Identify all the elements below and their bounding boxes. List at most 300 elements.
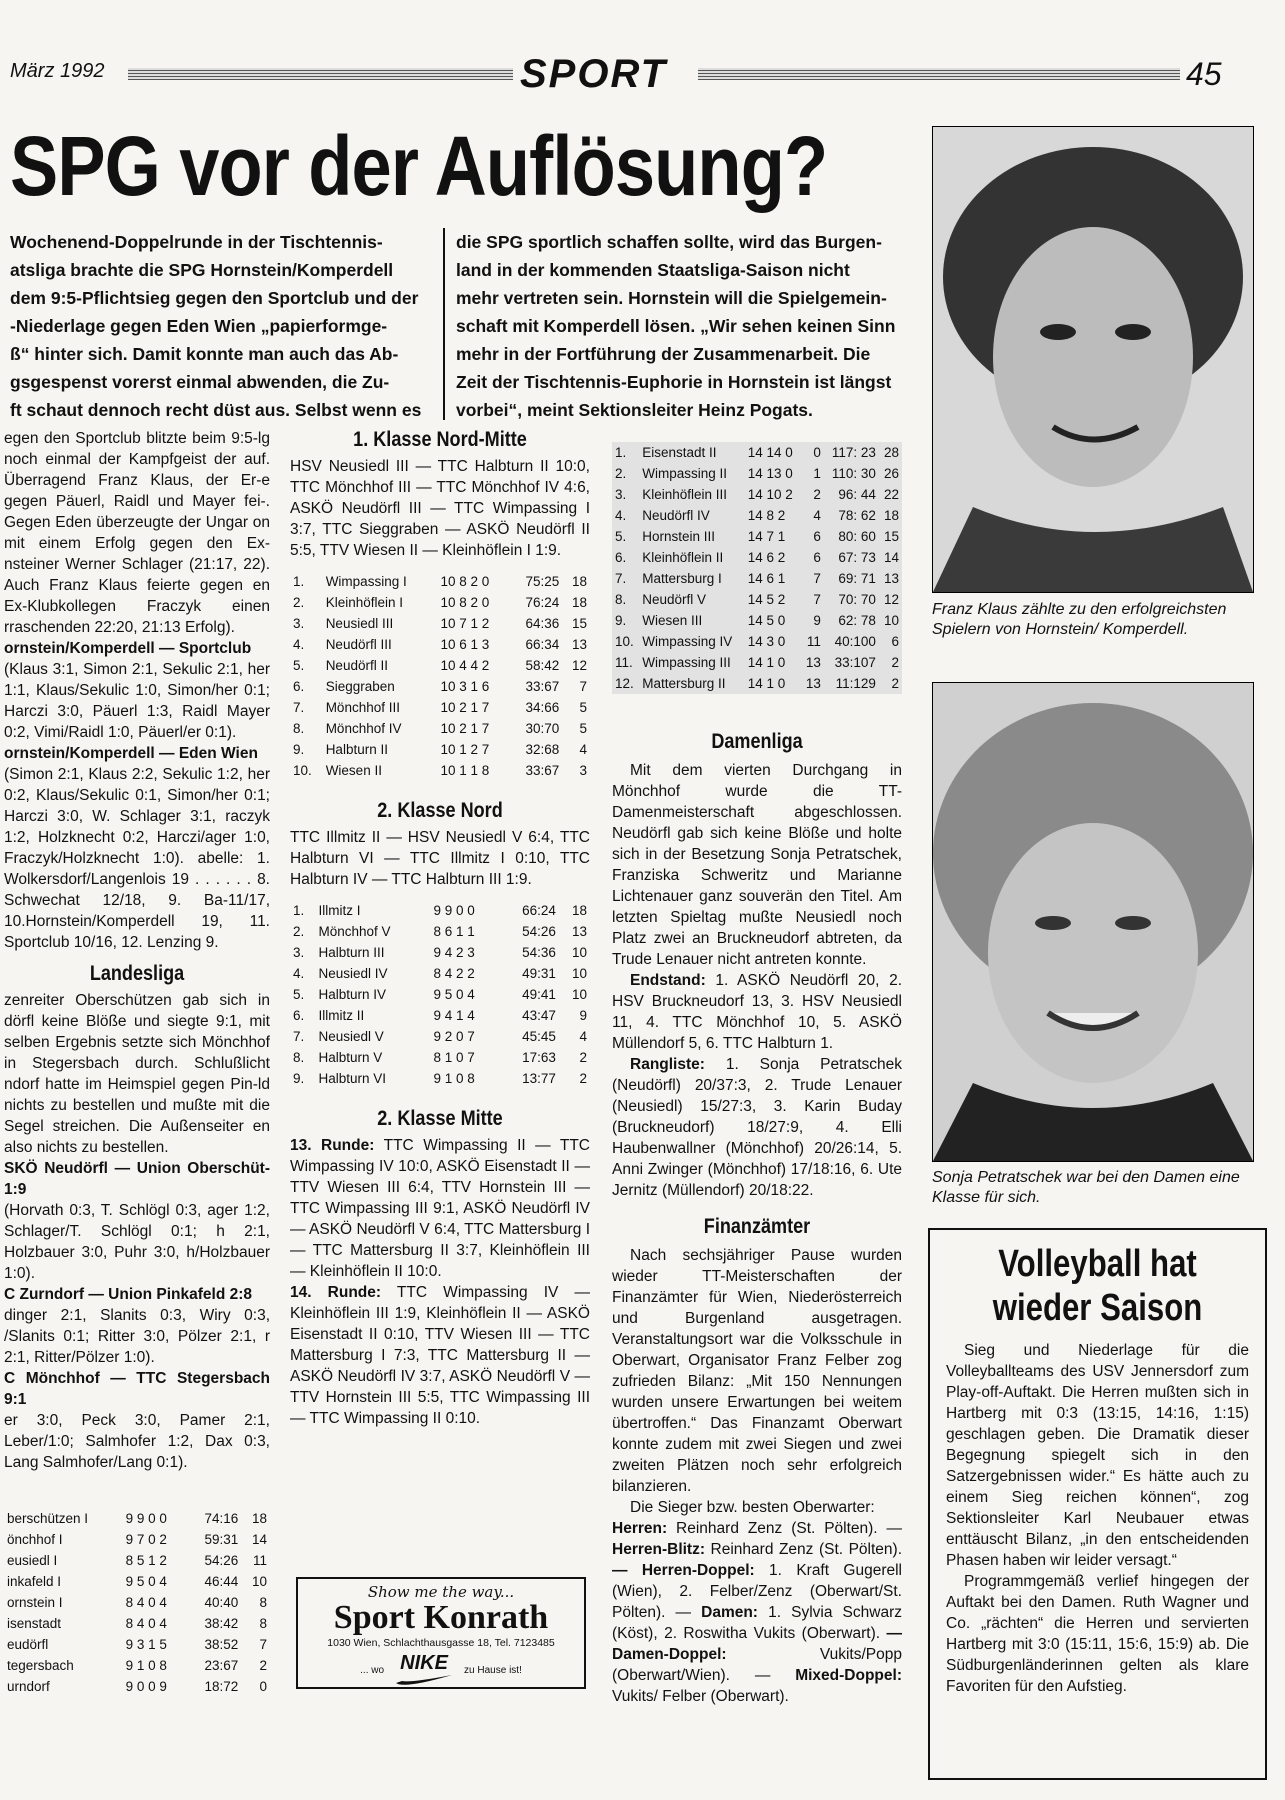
- table-cell: 13: [805, 655, 821, 670]
- table-cell: 9 1 0 8: [125, 1658, 167, 1673]
- lead-line: Zeit der Tischtennis-Euphorie in Hornstein ist längst: [456, 372, 892, 392]
- column-1: [4, 428, 270, 1473]
- table-cell: 7.: [293, 700, 305, 715]
- lead-line: mehr vertreten sein. Hornstein will die Spielgemein-: [456, 288, 887, 308]
- mitte-standings: [612, 442, 902, 694]
- section-heading-damenliga: Damenliga: [711, 730, 803, 753]
- table-cell: Wimpassing III: [642, 655, 731, 670]
- table-cell: 8.: [615, 592, 627, 607]
- ad-address: 1030 Wien, Schlachthausgasse 18, Tel. 7123485: [327, 1637, 555, 1649]
- lead-line: ft schaut dennoch recht düst aus. Selbst wenn es: [10, 400, 422, 420]
- table-cell: Kleinhöflein II: [642, 550, 724, 565]
- table-cell: 9 2 0 7: [433, 1029, 475, 1044]
- lead-line: die SPG sportlich schaffen sollte, wird das Burgen-: [456, 232, 882, 252]
- table-row: [290, 760, 590, 781]
- table-cell: 7: [813, 571, 821, 586]
- nike-logo: [394, 1653, 454, 1687]
- table-cell: 10 7 1 2: [440, 616, 490, 631]
- section-heading-finanzaemter: Finanzämter: [703, 1215, 811, 1238]
- table-cell: 2.: [615, 466, 627, 481]
- table-cell: 2: [813, 487, 821, 502]
- table-cell: Mönchhof III: [325, 700, 400, 715]
- swoosh-icon: [394, 1673, 454, 1687]
- table-cell: 8 6 1 1: [433, 924, 475, 939]
- table-row: [290, 592, 590, 613]
- table-cell: 54:26: [522, 924, 556, 939]
- table-cell: 66:24: [522, 903, 556, 918]
- table-cell: 9 5 0 4: [433, 987, 475, 1002]
- table-cell: 14 1 0: [747, 655, 786, 670]
- match-heading: SKÖ Neudörfl — Union Oberschüt-1:9: [4, 1160, 270, 1198]
- table-cell: 30:70: [525, 721, 560, 736]
- table-cell: 76:24: [525, 595, 560, 610]
- table-cell: 8 5 1 2: [125, 1553, 167, 1568]
- header-rule-right: [698, 68, 1180, 80]
- table-cell: 3.: [293, 616, 305, 631]
- table-cell: 54:36: [522, 945, 556, 960]
- table-cell: 3.: [293, 945, 305, 960]
- table-cell: 9 1 0 8: [433, 1071, 475, 1086]
- lead-line: ß“ hinter sich. Damit konnte man auch das Ab-: [10, 344, 399, 364]
- endstand-label: Endstand:: [630, 972, 706, 989]
- table-row: [290, 921, 590, 942]
- table-cell: 70: 70: [838, 592, 876, 607]
- table-cell: 0: [259, 1679, 267, 1694]
- table-cell: 1.: [293, 574, 305, 589]
- table-cell: 49:41: [522, 987, 556, 1002]
- table-cell: Eisenstadt II: [642, 445, 717, 460]
- table-cell: Mönchhof IV: [325, 721, 402, 736]
- table-cell: Neudörfl IV: [642, 508, 710, 523]
- table-cell: 7: [579, 679, 587, 694]
- article-paragraph: egen den Sportclub blitzte beim 9:5-lg noch einmal der Kampfgeist der auf. Überragend Franz Klaus, der Er-e gegen Päuerl, Raidl und Mayer fei-. Gegen Eden überzeugte der Ungar on mit einem Erfolg gegen den Ex-nsteiner Werner Schlager (21:17, 22). Auch Franz Klaus feierte gegen en Ex-Klubkollegen Fraczyk einen rraschenden 22:20, 21:13 Erfolg).: [4, 430, 270, 636]
- result-label: — Herren-Doppel:: [612, 1562, 755, 1579]
- table-cell: 5.: [615, 529, 627, 544]
- table-cell: 7: [259, 1637, 267, 1652]
- table-cell: 32:68: [525, 742, 560, 757]
- table-cell: 9: [579, 1008, 587, 1023]
- table-cell: 34:66: [525, 700, 560, 715]
- table-cell: 14 5 2: [747, 592, 786, 607]
- table-row: [612, 526, 902, 547]
- table-cell: 2: [579, 1050, 587, 1065]
- table-cell: 38:42: [204, 1616, 239, 1631]
- lead-line: vorbei“, meint Sektionsleiter Heinz Pogats.: [456, 400, 813, 420]
- table-cell: Neudörfl II: [325, 658, 388, 673]
- match-details: (Klaus 3:1, Simon 2:1, Sekulic 2:1, her 1:1, Klaus/Sekulic 1:0, Simon/her 0:1; Harczi 3:0, Päuerl 1:3, Raidl Mayer 0:2, Vimi/Raidl 1:0, Päuerl/er 0:1).: [4, 661, 270, 741]
- photo-caption-2: Sonja Petratschek war bei den Damen eine Klasse für sich.: [932, 1169, 1240, 1206]
- table-row: [290, 655, 590, 676]
- table-row: [290, 1047, 590, 1068]
- table-cell: 10 2 1 7: [440, 721, 490, 736]
- table-cell: 11: [252, 1553, 267, 1568]
- article-paragraph: Die Sieger bzw. besten Oberwarter:: [630, 1499, 875, 1516]
- table-cell: 14: [251, 1532, 267, 1547]
- result-text: Vukits/ Felber (Oberwart).: [612, 1688, 789, 1705]
- table-row: [290, 984, 590, 1005]
- match-heading: ornstein/Komperdell — Eden Wien: [4, 745, 258, 762]
- table-row: [4, 1655, 270, 1676]
- table-cell: Wimpassing IV: [642, 634, 733, 649]
- table-cell: Halbturn III: [318, 945, 385, 960]
- header-rule-left: [128, 68, 513, 80]
- table-cell: 74:16: [204, 1511, 239, 1526]
- table-cell: 8 4 2 2: [433, 966, 475, 981]
- table-cell: 5.: [293, 658, 305, 673]
- table-cell: 33:67: [525, 679, 560, 694]
- table-cell: 10 2 1 7: [440, 700, 490, 715]
- table-cell: 7: [813, 592, 821, 607]
- table-cell: 14 10 2: [747, 487, 793, 502]
- table-row: [612, 547, 902, 568]
- result-text: Vukits/Popp (Oberwart/Wien). —: [612, 1646, 902, 1684]
- table-cell: 4.: [293, 637, 305, 652]
- table-row: [290, 942, 590, 963]
- table-cell: 62: 78: [838, 613, 876, 628]
- article-paragraph: zenreiter Oberschützen gab sich in dörfl keine Blöße und siegte 9:1, mit selben Ergebnis setzte sich Mönchhof in Stegersbach durch. Schlußlicht ndorf hatte im Heimspiel gegen Pin-ld nichts zu bestellen und mußte mit die Segel streichen. Die Außenseiter en also nichts zu bestellen.: [4, 992, 270, 1156]
- table-cell: Neusiedl III: [325, 616, 394, 631]
- table-cell: 10 6 1 3: [440, 637, 490, 652]
- match-details: (Simon 2:1, Klaus 2:2, Sekulic 1:2, her 0:2, Klaus/Sekulic 0:1, Simon/her 0:1; Harczi 3:0, W. Schlager 3:1, raczyk 1:2, Holzknecht 0:2, Harczi/ager 1:0, Fraczyk/Holzknecht 1:0). abelle: 1. Wolkersdorf/Langenlois 19 . . . . . . 8. Schwechat 12/18, 9. Ba-11/17, 10.Hornstein/Komperdell 19, 11. Sportclub 10/16, 12. Lenzing 9.: [4, 766, 270, 951]
- table-cell: Halbturn VI: [318, 1071, 386, 1086]
- table-cell: urndorf: [7, 1679, 50, 1694]
- table-cell: 80: 60: [838, 529, 876, 544]
- match-heading: C Mönchhof — TTC Stegersbach 9:1: [4, 1370, 270, 1408]
- table-cell: Mattersburg II: [642, 676, 726, 691]
- table-cell: 4.: [293, 966, 305, 981]
- table-cell: 9: [813, 613, 821, 628]
- table-cell: Sieggraben: [325, 679, 395, 694]
- table-cell: 5: [579, 700, 587, 715]
- table-row: [4, 1508, 270, 1529]
- match-heading: ornstein/Komperdell — Sportclub: [4, 640, 252, 657]
- table-cell: 3: [579, 763, 587, 778]
- result-text: Reinhard Zenz (St. Pölten). —: [676, 1520, 902, 1537]
- table-cell: 2.: [293, 924, 305, 939]
- table-cell: 49:31: [522, 966, 556, 981]
- table-cell: Wiesen III: [642, 613, 703, 628]
- table-cell: 8 4 0 4: [125, 1616, 167, 1631]
- table-cell: 14 5 0: [747, 613, 786, 628]
- table-row: [612, 442, 902, 463]
- table-cell: 14 8 2: [747, 508, 786, 523]
- ad-home: zu Hause ist!: [464, 1664, 522, 1676]
- table-cell: 7.: [293, 1029, 305, 1044]
- table-cell: 40:100: [834, 634, 876, 649]
- endstand-text: 1. ASKÖ Neudörfl 20, 2. HSV Bruckneudorf 13, 3. HSV Neusiedl 11, 4. TTC Mönchhof 10, 5. ASKÖ Müllendorf 5, 6. TTC Halbturn 1.: [612, 972, 902, 1052]
- table-cell: 10 4 4 2: [440, 658, 490, 673]
- table-row: [4, 1613, 270, 1634]
- round-results: TTC Wimpassing II — TTC Wimpassing IV 10:0, ASKÖ Eisenstadt II — TTV Wiesen III 6:4, TTV Hornstein III — TTC Wimpassing III 9:1, ASKÖ Neudörfl IV — ASKÖ Neudörfl V 6:4, TTC Mattersburg I — TTC Mattersburg II 3:7, Kleinhöflein III — Kleinhöflein II 10:0.: [290, 1137, 591, 1280]
- table-cell: 18: [883, 508, 899, 523]
- table-cell: 6: [891, 634, 899, 649]
- sport-konrath-ad: [296, 1577, 586, 1689]
- table-cell: 6.: [293, 1008, 305, 1023]
- table-cell: ornstein I: [7, 1595, 63, 1610]
- table-cell: 2: [259, 1658, 267, 1673]
- table-cell: 9 9 0 0: [125, 1511, 167, 1526]
- portrait-image: [933, 683, 1253, 1161]
- table-cell: 6: [813, 529, 821, 544]
- table-cell: 18: [571, 574, 587, 589]
- table-cell: 40:40: [204, 1595, 239, 1610]
- table-cell: 5: [579, 721, 587, 736]
- article-paragraph: Programmgemäß verlief hingegen der Auftakt bei den Damen. Ruth Wagner und Co. „rächten“ die Herren und servierten Hartberg mit 3:0 (15:11, 15:6, 15:9) ab. Die Südburgenländerinnen gelten als klare Favoriten für den Aufstieg.: [946, 1573, 1249, 1695]
- table-cell: 58:42: [525, 658, 560, 673]
- table-cell: 10: [571, 966, 587, 981]
- table-cell: 15: [571, 616, 587, 631]
- table-row: [4, 1592, 270, 1613]
- table-row: [612, 673, 902, 694]
- table-cell: 46:44: [204, 1574, 239, 1589]
- table-cell: 10: [571, 987, 587, 1002]
- table-cell: 10 8 2 0: [440, 574, 490, 589]
- table-cell: 11.: [615, 655, 633, 670]
- table-cell: 10: [571, 945, 587, 960]
- rangliste-label: Rangliste:: [630, 1056, 705, 1073]
- table-cell: Illmitz II: [318, 1008, 365, 1023]
- table-cell: 117: 23: [831, 445, 876, 460]
- table-cell: 2: [579, 1071, 587, 1086]
- table-row: [290, 739, 590, 760]
- result-text: Reinhard Zenz (St. Pölten).: [710, 1541, 903, 1558]
- table-cell: eudörfl: [7, 1637, 49, 1652]
- table-cell: Kleinhöflein I: [325, 595, 403, 610]
- table-cell: 9.: [293, 742, 305, 757]
- table-row: [612, 631, 902, 652]
- table-cell: eusiedl I: [7, 1553, 58, 1568]
- table-cell: berschützen I: [7, 1511, 89, 1526]
- table-cell: Mattersburg I: [642, 571, 722, 586]
- table-cell: 8 4 0 4: [125, 1595, 167, 1610]
- table-cell: 18: [251, 1511, 267, 1526]
- results-list: [612, 1518, 902, 1707]
- table-row: [4, 1550, 270, 1571]
- table-cell: 22: [883, 487, 899, 502]
- result-label: Damen:: [701, 1604, 758, 1621]
- table-cell: 8: [259, 1616, 267, 1631]
- table-cell: 64:36: [525, 616, 560, 631]
- lead-right: [456, 228, 906, 424]
- table-cell: 9 9 0 0: [433, 903, 475, 918]
- table-cell: 59:31: [204, 1532, 239, 1547]
- table-cell: 45:45: [522, 1029, 556, 1044]
- table-cell: Halbturn II: [325, 742, 388, 757]
- nord-standings: [290, 900, 590, 1089]
- lead-line: land in der kommenden Staatsliga-Saison nicht: [456, 260, 850, 280]
- nord-mitte-standings: [290, 571, 590, 781]
- table-row: [612, 652, 902, 673]
- table-row: [290, 571, 590, 592]
- table-cell: önchhof I: [7, 1532, 63, 1547]
- table-cell: 1.: [615, 445, 627, 460]
- column-3: [612, 442, 902, 1707]
- table-cell: Wimpassing II: [642, 466, 727, 481]
- round-results: TTC Wimpassing IV — Kleinhöflein III 1:9, Kleinhöflein II — ASKÖ Eisenstadt II 0:10, TTV Wiesen III — TTC Mattersburg I 7:3, TTC Mattersburg II — ASKÖ Neudörfl IV 3:7, ASKÖ Neudörfl V — TTV Hornstein III 5:5, TTC Wimpassing III — TTC Wimpassing II 0:10.: [290, 1284, 591, 1427]
- table-cell: 38:52: [204, 1637, 239, 1652]
- photo-sonja-petratschek: [932, 682, 1254, 1162]
- table-cell: 66:34: [525, 637, 560, 652]
- table-cell: 14: [883, 550, 899, 565]
- result-label: Mixed-Doppel:: [795, 1667, 902, 1684]
- table-cell: tegersbach: [7, 1658, 74, 1673]
- table-cell: 78: 62: [838, 508, 876, 523]
- table-row: [4, 1676, 270, 1697]
- table-row: [290, 634, 590, 655]
- result-label: Herren-Blitz:: [612, 1541, 706, 1558]
- match-details: dinger 2:1, Slanits 0:3, Wiry 0:3, /Slanits 0:1; Ritter 3:0, Pölzer 2:1, r 2:1, Ritter/Pölzer 1:0).: [4, 1307, 270, 1366]
- section-heading-nord: 2. Klasse Nord: [377, 799, 503, 822]
- table-cell: 9 7 0 2: [125, 1532, 167, 1547]
- lead-line: gsgespenst vorerst einmal abwenden, die Zu-: [10, 372, 390, 392]
- damenliga-text: [612, 760, 902, 1201]
- lead-line: mehr in der Fortführung der Zusammenarbeit. Die: [456, 344, 871, 364]
- table-cell: 17:63: [522, 1050, 556, 1065]
- table-cell: 33:107: [834, 655, 876, 670]
- table-row: [290, 1068, 590, 1089]
- table-row: [612, 463, 902, 484]
- table-cell: 10 8 2 0: [440, 595, 490, 610]
- table-cell: Kleinhöflein III: [642, 487, 728, 502]
- table-cell: 14 1 0: [747, 676, 786, 691]
- table-cell: 9 4 1 4: [433, 1008, 475, 1023]
- article-paragraph: Nach sechsjähriger Pause wurden wieder TT-Meisterschaften der Finanzämter für Wien, Niederösterreich und Burgenland ausgetragen. Veranstaltungsort war die Volksschule in Oberwart, Organisator Franz Felber zog zufrieden Bilanz: „Mit 150 Nennungen wurden unsere Erwartungen bei weitem übertroffen.“ Das Finanzamt Oberwart konnte zudem mit zwei Siegen und zwei zweiten Plätzen noch sehr erfolgreich bilanzieren.: [612, 1247, 902, 1495]
- table-cell: 14 3 0: [747, 634, 786, 649]
- table-cell: 10.: [293, 763, 312, 778]
- table-cell: 13: [805, 676, 821, 691]
- table-cell: 67: 73: [838, 550, 876, 565]
- table-cell: Illmitz I: [318, 903, 361, 918]
- section-heading-mitte: 2. Klasse Mitte: [377, 1107, 503, 1130]
- mitte-round-13: [290, 1135, 590, 1282]
- table-cell: 5.: [293, 987, 305, 1002]
- table-row: [290, 1005, 590, 1026]
- table-cell: 14 14 0: [747, 445, 793, 460]
- table-cell: 2.: [293, 595, 305, 610]
- table-cell: Neudörfl III: [325, 637, 392, 652]
- table-cell: 4: [579, 1029, 587, 1044]
- table-cell: 28: [883, 445, 899, 460]
- ad-store-name: Sport Konrath: [333, 1599, 549, 1636]
- volleyball-headline: Volleyball hat wieder Saison: [992, 1243, 1203, 1329]
- table-cell: 9.: [615, 613, 627, 628]
- table-cell: 8.: [293, 721, 305, 736]
- table-row: [290, 963, 590, 984]
- lead-divider: [443, 228, 445, 420]
- table-row: [290, 900, 590, 921]
- table-cell: 11:129: [835, 676, 876, 691]
- table-cell: isenstadt: [7, 1616, 62, 1631]
- table-cell: 13: [571, 924, 587, 939]
- table-cell: 15: [883, 529, 899, 544]
- table-cell: 10 1 2 7: [440, 742, 490, 757]
- table-cell: 8.: [293, 1050, 305, 1065]
- table-cell: 69: 71: [838, 571, 876, 586]
- lead-line: schaft mit Komperdell lösen. „Wir sehen keinen Sinn: [456, 316, 896, 336]
- page-number: 45: [1186, 56, 1222, 92]
- column-2: [290, 428, 590, 1429]
- match-details: (Horvath 0:3, T. Schlögl 0:3, ager 1:2, Schlager/T. Schlögl 0:1; h 2:1, Holzbauer 3:0, Puhr 3:0, h/Holzbauer 1:0).: [4, 1202, 270, 1282]
- table-cell: 26: [883, 466, 899, 481]
- table-cell: 18:72: [204, 1679, 239, 1694]
- table-cell: 1: [813, 466, 821, 481]
- lead-line: -Niederlage gegen Eden Wien „papierformge-: [10, 316, 388, 336]
- table-cell: 14 6 2: [747, 550, 786, 565]
- table-cell: Halbturn V: [318, 1050, 383, 1065]
- nord-results: TTC Illmitz II — HSV Neusiedl V 6:4, TTC Halbturn VI — TTC Illmitz I 0:10, TTC Halbturn IV — TTC Halbturn III 1:9.: [290, 829, 590, 888]
- nike-wordmark: NIKE: [400, 1652, 448, 1674]
- lead-line: dem 9:5-Pflichtsieg gegen den Sportclub und der: [10, 288, 419, 308]
- table-cell: 18: [571, 903, 587, 918]
- ad-wo: ... wo: [360, 1664, 385, 1676]
- article-paragraph: Mit dem vierten Durchgang in Mönchhof wurde die TT-Damenmeisterschaft abgeschlossen. Neudörfl gab sich keine Blöße und holte sich in der Besetzung Sonja Petratschek, Franziska Schweritz und Marianne Lichtenauer ganz souverän den Titel. Am letzten Spieltag mußte Neusiedl noch Platz zwei an Bruckneudorf abtreten, da Trude Lenauer nicht antreten konnte.: [612, 762, 902, 968]
- match-details: er 3:0, Peck 3:0, Pamer 2:1, Leber/1:0; Salmhofer 1:2, Dax 0:3, Lang Salmhofer/Lang 0:1).: [4, 1412, 270, 1471]
- table-cell: 7.: [615, 571, 627, 586]
- result-text: 1. Sylvia Schwarz (Köst), 2. Roswitha Vukits (Oberwart).: [612, 1604, 902, 1642]
- ad-slogan: Show me the way...: [367, 1583, 515, 1601]
- table-cell: 10 1 1 8: [440, 763, 490, 778]
- table-cell: 11: [806, 634, 821, 649]
- table-row: [290, 676, 590, 697]
- section-heading-nord-mitte: 1. Klasse Nord-Mitte: [353, 428, 527, 451]
- main-headline: SPG vor der Auflösung?: [10, 119, 828, 213]
- table-row: [612, 568, 902, 589]
- table-cell: 6: [813, 550, 821, 565]
- table-cell: Neudörfl V: [642, 592, 707, 607]
- table-cell: 10: [883, 613, 899, 628]
- table-cell: 8: [259, 1595, 267, 1610]
- table-row: [4, 1571, 270, 1592]
- table-cell: 33:67: [525, 763, 560, 778]
- table-cell: 75:25: [525, 574, 560, 589]
- table-cell: 13: [883, 571, 899, 586]
- table-cell: 4: [813, 508, 821, 523]
- table-row: [4, 1529, 270, 1550]
- table-cell: Neusiedl V: [318, 1029, 384, 1044]
- table-cell: 10: [251, 1574, 267, 1589]
- table-row: [290, 718, 590, 739]
- table-cell: 6.: [615, 550, 627, 565]
- nord-mitte-results: HSV Neusiedl III — TTC Halbturn II 10:0, TTC Mönchhof III — TTC Mönchhof IV 4:6, ASKÖ Neudörfl III — TTC Wimpassing I 3:7, TTC Sieggraben — ASKÖ Neudörfl II 5:5, TTV Wiesen II — Kleinhöflein I 1:9.: [290, 458, 590, 559]
- table-row: [290, 1026, 590, 1047]
- lead-left: [10, 228, 435, 424]
- table-cell: 14 13 0: [747, 466, 793, 481]
- table-cell: Wiesen II: [325, 763, 382, 778]
- table-cell: 54:26: [204, 1553, 239, 1568]
- photo-franz-klaus: [932, 126, 1254, 593]
- table-cell: 14 7 1: [747, 529, 786, 544]
- round-label: 13. Runde:: [290, 1137, 375, 1154]
- table-cell: 23:67: [204, 1658, 239, 1673]
- table-cell: 9.: [293, 1071, 305, 1086]
- result-label: Herren:: [612, 1520, 668, 1537]
- table-cell: 9 4 2 3: [433, 945, 475, 960]
- table-cell: 14 6 1: [747, 571, 786, 586]
- result-text: 1. Kraft Gugerell (Wien), 2. Felber/Zenz (Oberwart/St. Pölten). —: [612, 1562, 902, 1621]
- table-cell: 2: [891, 676, 899, 691]
- table-row: [290, 613, 590, 634]
- volleyball-text: [946, 1340, 1249, 1697]
- table-row: [612, 505, 902, 526]
- table-cell: 2: [891, 655, 899, 670]
- mitte-round-14: [290, 1282, 590, 1429]
- lead-line: atsliga brachte die SPG Hornstein/Komperdell: [10, 260, 394, 280]
- table-cell: 12: [571, 658, 587, 673]
- table-cell: 4.: [615, 508, 627, 523]
- table-cell: 3.: [615, 487, 627, 502]
- portrait-image: [933, 127, 1253, 592]
- table-cell: 9 0 0 9: [125, 1679, 167, 1694]
